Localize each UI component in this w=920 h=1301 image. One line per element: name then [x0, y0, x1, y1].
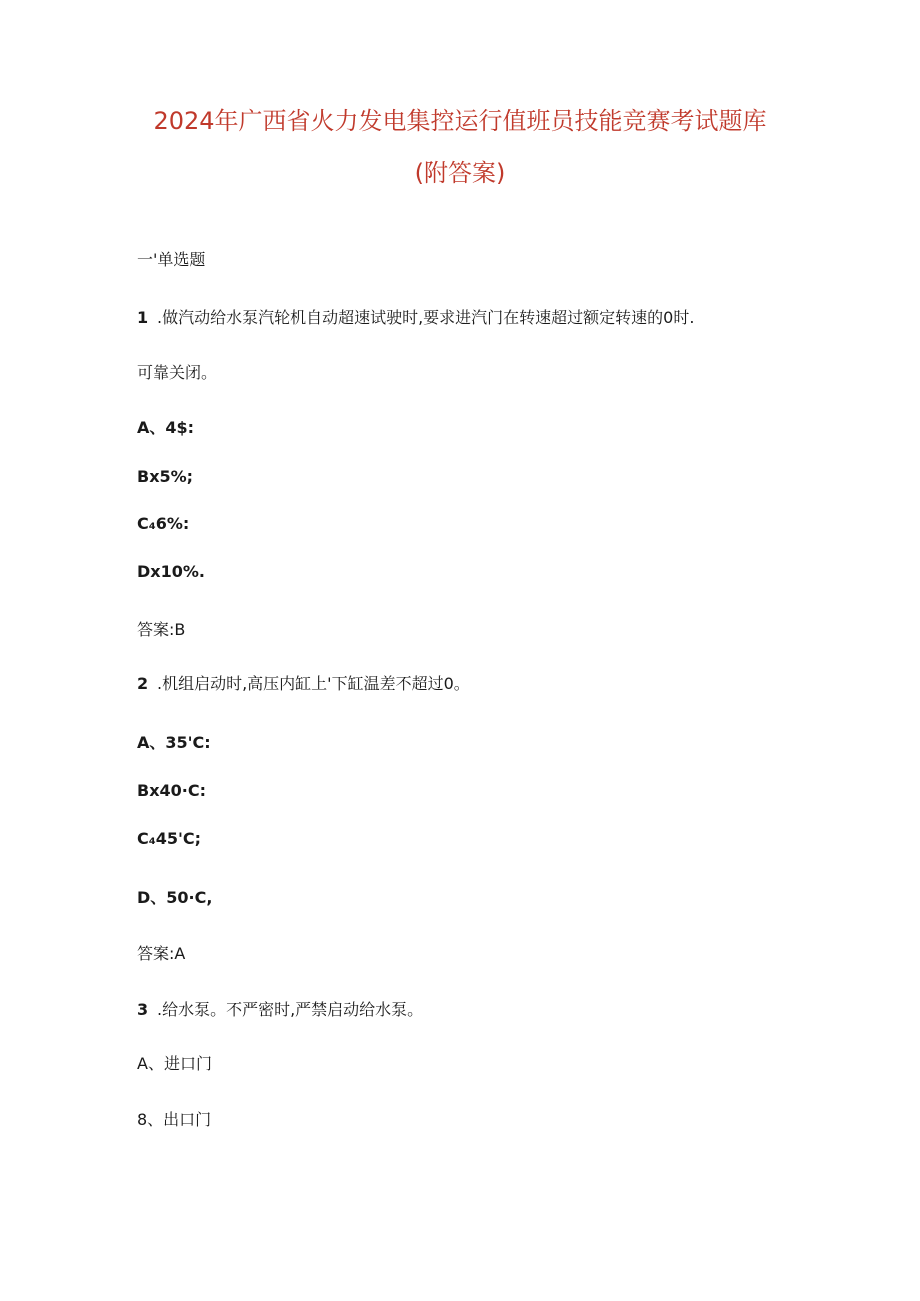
question-3 — [137, 997, 423, 1020]
question-3-number: 3 — [137, 1000, 149, 1019]
question-1-answer: 答案:B — [137, 620, 186, 639]
question-1-number: 1 — [137, 308, 149, 327]
question-1-option-c: C₄6%: — [137, 514, 190, 533]
question-2-option-c: C₄45'C; — [137, 829, 202, 848]
question-3-option-a: A、进口门 — [137, 1054, 212, 1073]
document-title-line1: 2024年广西省火力发电集控运行值班员技能竞赛考试题库 — [153, 107, 767, 135]
question-2-option-b: Bx40·C: — [137, 781, 206, 800]
section-heading: 一'单选题 — [137, 250, 206, 269]
question-1-option-b: Bx5%; — [137, 467, 194, 486]
question-3-text: .给水泵。不严密时,严禁启动给水泵。 — [157, 1000, 424, 1019]
document-title-line2: (附答案) — [414, 159, 506, 187]
question-2-number: 2 — [137, 674, 149, 693]
question-2-option-a: A、35'C: — [137, 733, 211, 752]
question-1-continuation: 可靠关闭。 — [137, 363, 218, 382]
question-1-text: .做汽动给水泵汽轮机自动超速试驶时,要求进汽门在转速超过额定转速的0时. — [157, 308, 695, 327]
question-2-option-d: D、50·C, — [137, 888, 213, 907]
question-2-text: .机组启动时,高压内缸上'下缸温差不超过0。 — [157, 674, 470, 693]
question-1 — [137, 305, 694, 328]
question-1-option-d: Dx10%. — [137, 562, 205, 581]
question-2 — [137, 671, 470, 694]
question-3-option-b: 8、出口门 — [137, 1110, 212, 1129]
question-2-answer: 答案:A — [137, 944, 186, 963]
question-1-option-a: A、4$: — [137, 418, 195, 437]
